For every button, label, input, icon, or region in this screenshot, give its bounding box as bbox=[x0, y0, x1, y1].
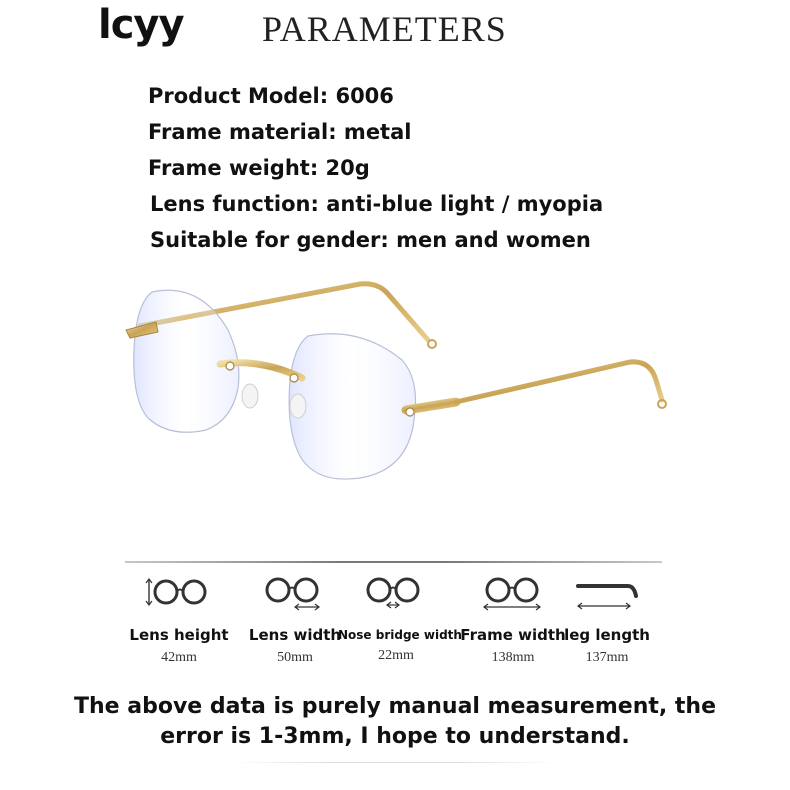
lens-height-icon bbox=[144, 572, 214, 612]
measure-label: Frame width bbox=[460, 626, 566, 644]
leg-length-icon bbox=[572, 572, 642, 612]
measure-lens-width bbox=[240, 572, 350, 666]
disclaimer-note bbox=[0, 692, 790, 752]
measure-label: Lens height bbox=[129, 626, 229, 644]
brand-logo: lcyy bbox=[98, 2, 184, 48]
spec-product-model: Product Model: 6006 bbox=[148, 84, 394, 108]
nose-bridge-icon bbox=[361, 572, 431, 612]
page-title: PARAMETERS bbox=[262, 9, 507, 49]
disclaimer-line-1: The above data is purely manual measurement, the bbox=[73, 694, 716, 719]
measure-value: 42mm bbox=[161, 650, 197, 665]
measure-label: Lens width bbox=[248, 626, 342, 644]
spec-frame-weight: Frame weight: 20g bbox=[148, 156, 370, 180]
measure-value: 137mm bbox=[585, 650, 629, 665]
lens-width-icon bbox=[260, 572, 330, 612]
spec-frame-material: Frame material: metal bbox=[148, 120, 412, 144]
measure-leg-length bbox=[552, 572, 662, 666]
measure-value: 50mm bbox=[277, 650, 313, 665]
frame-width-icon bbox=[478, 572, 548, 612]
glasses-product-image bbox=[110, 270, 690, 500]
measure-label: Nose bridge width bbox=[338, 628, 462, 642]
measure-lens-height bbox=[124, 572, 234, 666]
spec-gender: Suitable for gender: men and women bbox=[150, 228, 591, 252]
measure-value: 138mm bbox=[491, 650, 535, 665]
spec-lens-function: Lens function: anti-blue light / myopia bbox=[150, 192, 604, 216]
bottom-divider bbox=[232, 762, 558, 763]
measure-value: 22mm bbox=[378, 648, 414, 663]
measure-nose-bridge bbox=[338, 572, 462, 664]
disclaimer-line-2: error is 1-3mm, I hope to understand. bbox=[160, 724, 630, 749]
measure-label: leg length bbox=[564, 626, 650, 644]
spec-list bbox=[148, 78, 603, 258]
section-divider bbox=[125, 561, 662, 563]
